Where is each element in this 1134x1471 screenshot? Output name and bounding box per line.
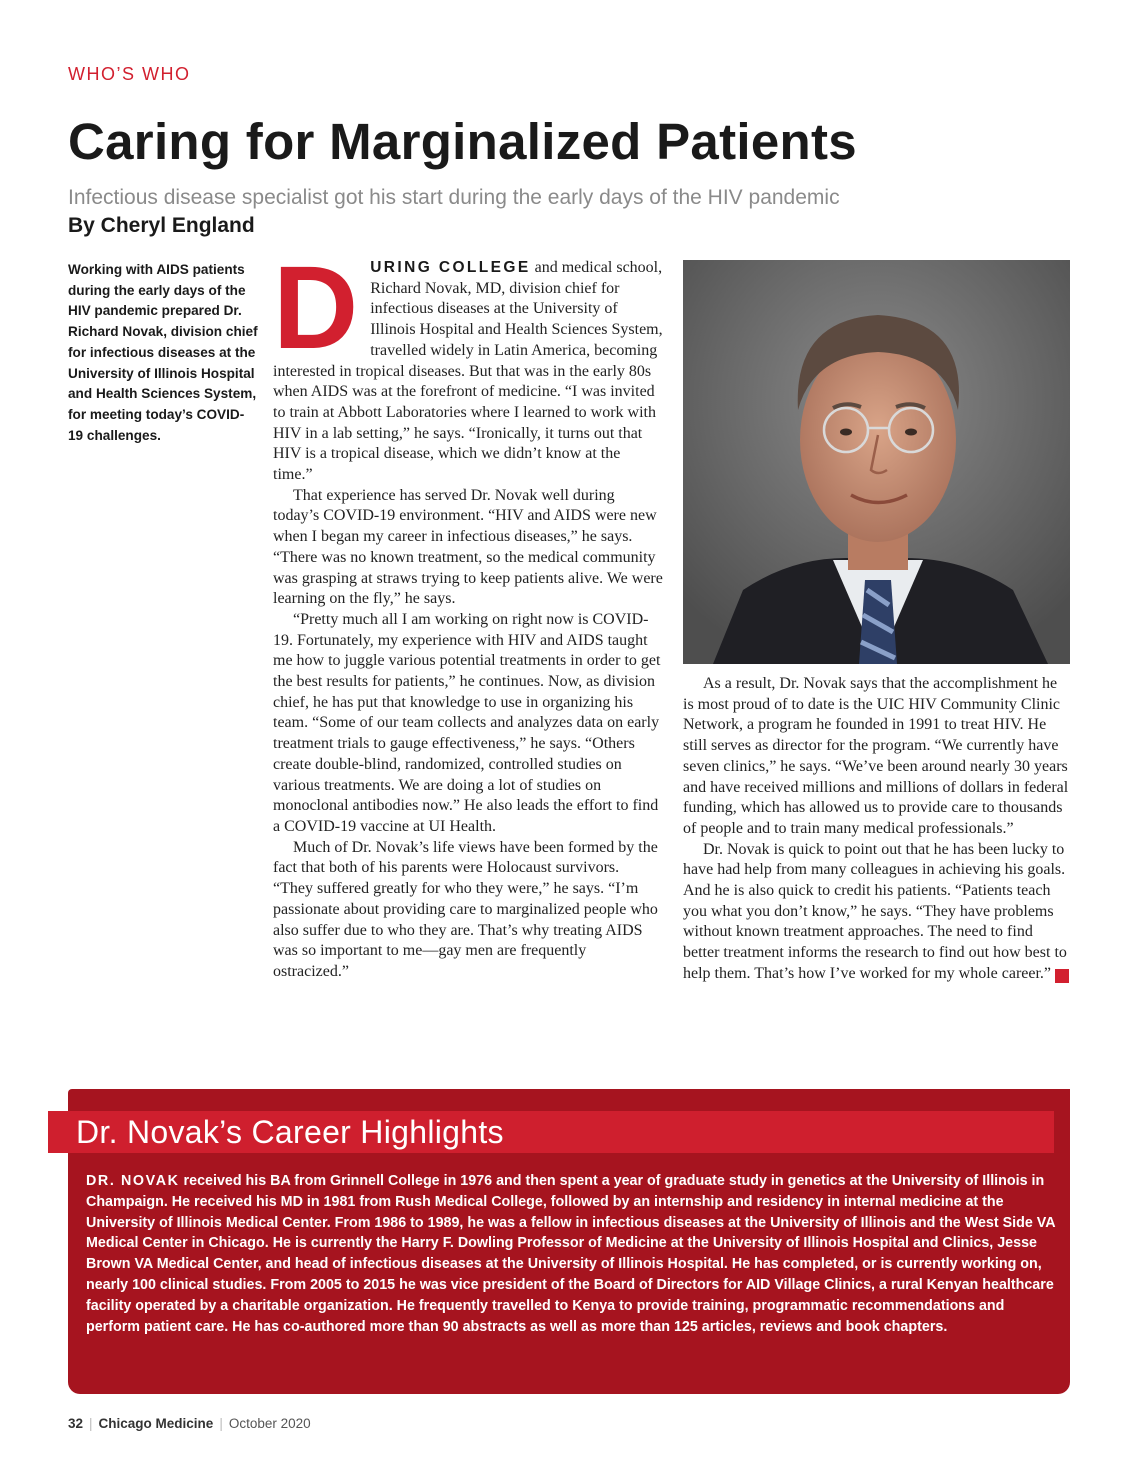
page-number: 32 (68, 1416, 84, 1431)
footer-separator: | (89, 1416, 93, 1431)
paragraph-text: Dr. Novak is quick to point out that he has been lucky to have had help from many colleagues in achieving his goals. And he is also quick to credit his patients. “Patients teach you what you don’t know,” he says. “They have problems without known treatment approaches. The need to find better treatment informs the research to find out how best to help them. That’s how I’ve worked for my whole career.” (683, 840, 1067, 982)
career-highlights-body: received his BA from Grinnell College in 1976 and then spent a year of graduate study in genetics at the University of Illinois in Champaign. He received his MD in 1981 from Rush Medical College, followed by an internship and residency in internal medicine at the University of Illinois Medical Center. From 1986 to 1989, he was a fellow in infectious diseases at the University of Illinois and the West Side VA Medical Center in Chicago. He is currently the Harry F. Dowling Professor of Medicine at the University of Illinois Hospital and Clinics, Jesse Brown VA Medical Center, and head of infectious diseases at the University of Illinois Hospital. He has completed, or is currently working on, nearly 100 clinical studies. From 2005 to 2015 he was vice president of the Board of Directors for AID Village Clinics, a rural Kenyan healthcare facility operated by a charitable organization. He frequently travelled to Kenya to provide training, programmatic recommendations and perform patient care. He has co-authored more than 90 abstracts as well as more than 125 articles, reviews and book chapters. (86, 1173, 1056, 1335)
publication-name: Chicago Medicine (98, 1416, 214, 1431)
article-column-2 (683, 674, 1083, 985)
lead-in: URING COLLEGE (370, 259, 531, 276)
article-paragraph: “Pretty much all I am working on right now is COVID-19. Fortunately, my experience with HIV and AIDS taught me how to juggle various potential treatments in order to get the best results for patients,” he continues. Now, as division chief, he has put that knowledge to use in organizing his team. “Some of our team collects and analyzes data on early treatment trials to gauge effectiveness,” he says. “Others create double-blind, randomized, controlled studies on various treatments. We are doing a lot of studies on monoclonal antibodies now.” He also leads the effort to find a COVID-19 vaccine at UI Health. (273, 610, 661, 835)
article-column-1 (273, 242, 663, 983)
section-kicker: WHO’S WHO (68, 64, 191, 84)
article-headline: Caring for Marginalized Patients (68, 113, 857, 170)
article-paragraph (683, 840, 1083, 985)
portrait-illustration (683, 260, 1070, 664)
footer-separator: | (219, 1416, 223, 1431)
drop-cap: D (273, 242, 359, 374)
page-footer (68, 1416, 311, 1431)
article-paragraph: Much of Dr. Novak’s life views have been formed by the fact that both of his parents were Holocaust survivors. “They suffered greatly for who they were,” he says. “I’m passionate about providing care to marginalized people who also suffer due to who they are. That’s why treating AIDS was so important to me—gay men are frequently ostracized.” (273, 838, 658, 980)
article-paragraph (273, 242, 663, 486)
article-paragraph: As a result, Dr. Novak says that the accomplishment he is most proud of to date is the UIC HIV Community Clinic Network, a program he founded in 1991 to treat HIV. He still serves as director for the program. “We currently have seven clinics,” he says. “We’ve been around nearly 30 years and have received millions and millions of dollars in federal funding, which has allowed us to provide care to thousands of people and to train many medical professionals.” (683, 675, 1069, 837)
career-highlights-lead: DR. NOVAK (86, 1173, 180, 1189)
article-byline: By Cheryl England (68, 214, 255, 237)
article-deck: Infectious disease specialist got his start during the early days of the HIV pandemic (68, 186, 840, 209)
end-mark-icon: C (1055, 969, 1069, 983)
issue-date: October 2020 (228, 1416, 311, 1431)
career-highlights-text (86, 1171, 1058, 1337)
portrait-photo (683, 260, 1070, 664)
career-highlights-title: Dr. Novak’s Career Highlights (76, 1114, 504, 1150)
article-paragraph: That experience has served Dr. Novak well during today’s COVID-19 environment. “HIV and AIDS were new when I began my career in infectious diseases,” he says. “There was no known treatment, so the medical community was grasping at straws trying to keep patients alive. We were learning on the fly,” he says. (273, 486, 663, 608)
paragraph-text: and medical school, Richard Novak, MD, division chief for infectious diseases at the University of Illinois Hospital and Health Sciences System, travelled widely in Latin America, becoming interested in tropical diseases. But that was in the early 80s when AIDS was at the forefront of medicine. “I was invited to train at Abbott Laboratories where I learned to work with HIV in a lab setting,” he says. “Ironically, it turns out that HIV is a tropical disease, which we didn’t know at the time.” (273, 259, 663, 484)
article-summary: Working with AIDS patients during the early days of the HIV pandemic prepared Dr. Richard Novak, division chief for infectious diseases at the University of Illinois Hospital and Health Sciences System, for meeting today’s COVID-19 challenges. (68, 262, 258, 443)
